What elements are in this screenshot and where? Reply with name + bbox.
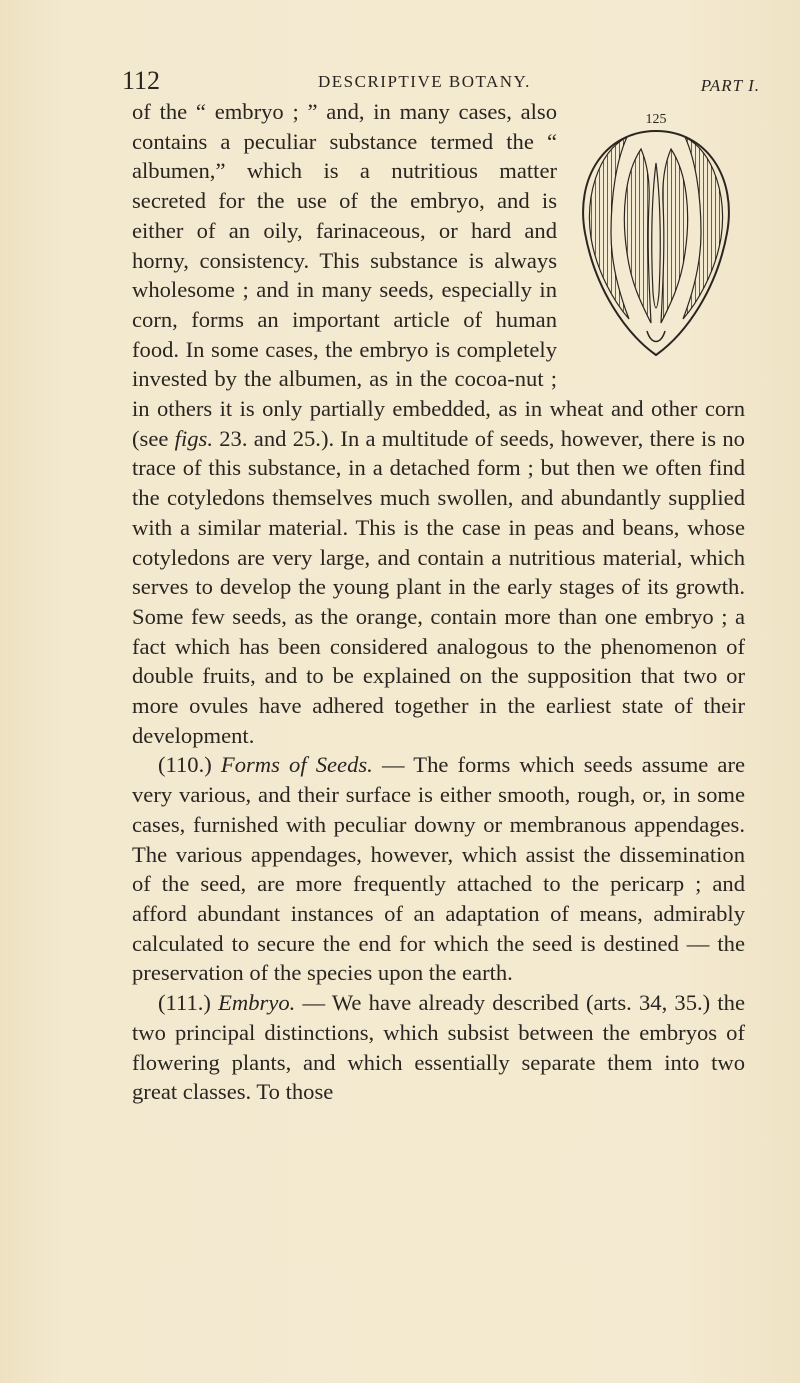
running-title: DESCRIPTIVE BOTANY. [318,72,531,91]
page-header [122,66,770,96]
paragraph-albumen-part-1: of the “ embryo ; ” and, in many cases, also contains a peculiar substance termed the “ albumen,” which is a nutritious matter secreted for the use of the embryo, and is either of an oily, farinaceous, or hard and horny, consistency. This substance is always wholesome ; and in many seeds, especially in corn, forms an important article of human food. In some cases, the embryo is completely invested by the albumen, as in the cocoa-nut ; in others it is only partially embedded, as in wheat and other corn (see [132,99,745,451]
part-label: PART I. [700,76,760,95]
paragraph-embryo-text: — We have already described (arts. 34, 35.) the two principal distinctions, which subsist between the embryos of flowering plants, and which essentially separate them into two great classes. To those [132,990,746,1105]
page-number: 112 [122,66,161,95]
seed-embryo-illustration-icon [567,123,745,373]
paragraph-forms-of-seeds-text: — The forms which seeds assume are very various, and their surface is either smooth, rough, or, in some cases, furnished with peculiar downy or membranous appendages. The various appendages, however, which assist the dissemination of the seed, are more frequently attached to the pericarp ; and afford abundant instances of an adaptation of means, admirably calculated to secure the end for which the seed is destined — the preservation of the species upon the earth. [132,752,746,986]
paragraph-forms-of-seeds [132,750,745,988]
paragraph-albumen-part-2: 23. and 25.). In a multitude of seeds, however, there is no trace of this substance, in a detached form ; but then we often find the cotyledons themselves much swollen, and abundantly supplied with a similar material. This is the case in peas and beans, whose cotyledons are very large, and contain a nutritious material, which serves to develop the young plant in the early stages of its growth. Some few seeds, as the orange, contain more than one embryo ; a fact which has been considered analogous to the phenomenon of double fruits, and to be explained on the supposition that two or more ovules have adhered together in the earliest state of their development. [132,425,745,748]
figs-reference: figs. [174,425,213,451]
section-heading-embryo: Embryo. [218,990,296,1016]
figure-125 [567,97,745,382]
figure-number: 125 [645,112,667,127]
section-heading-forms-of-seeds: Forms of Seeds. [220,752,373,778]
section-number-111: (111.) [158,990,219,1016]
body-text [132,97,745,1107]
paragraph-embryo [132,988,745,1107]
section-number-110: (110.) [158,752,221,778]
